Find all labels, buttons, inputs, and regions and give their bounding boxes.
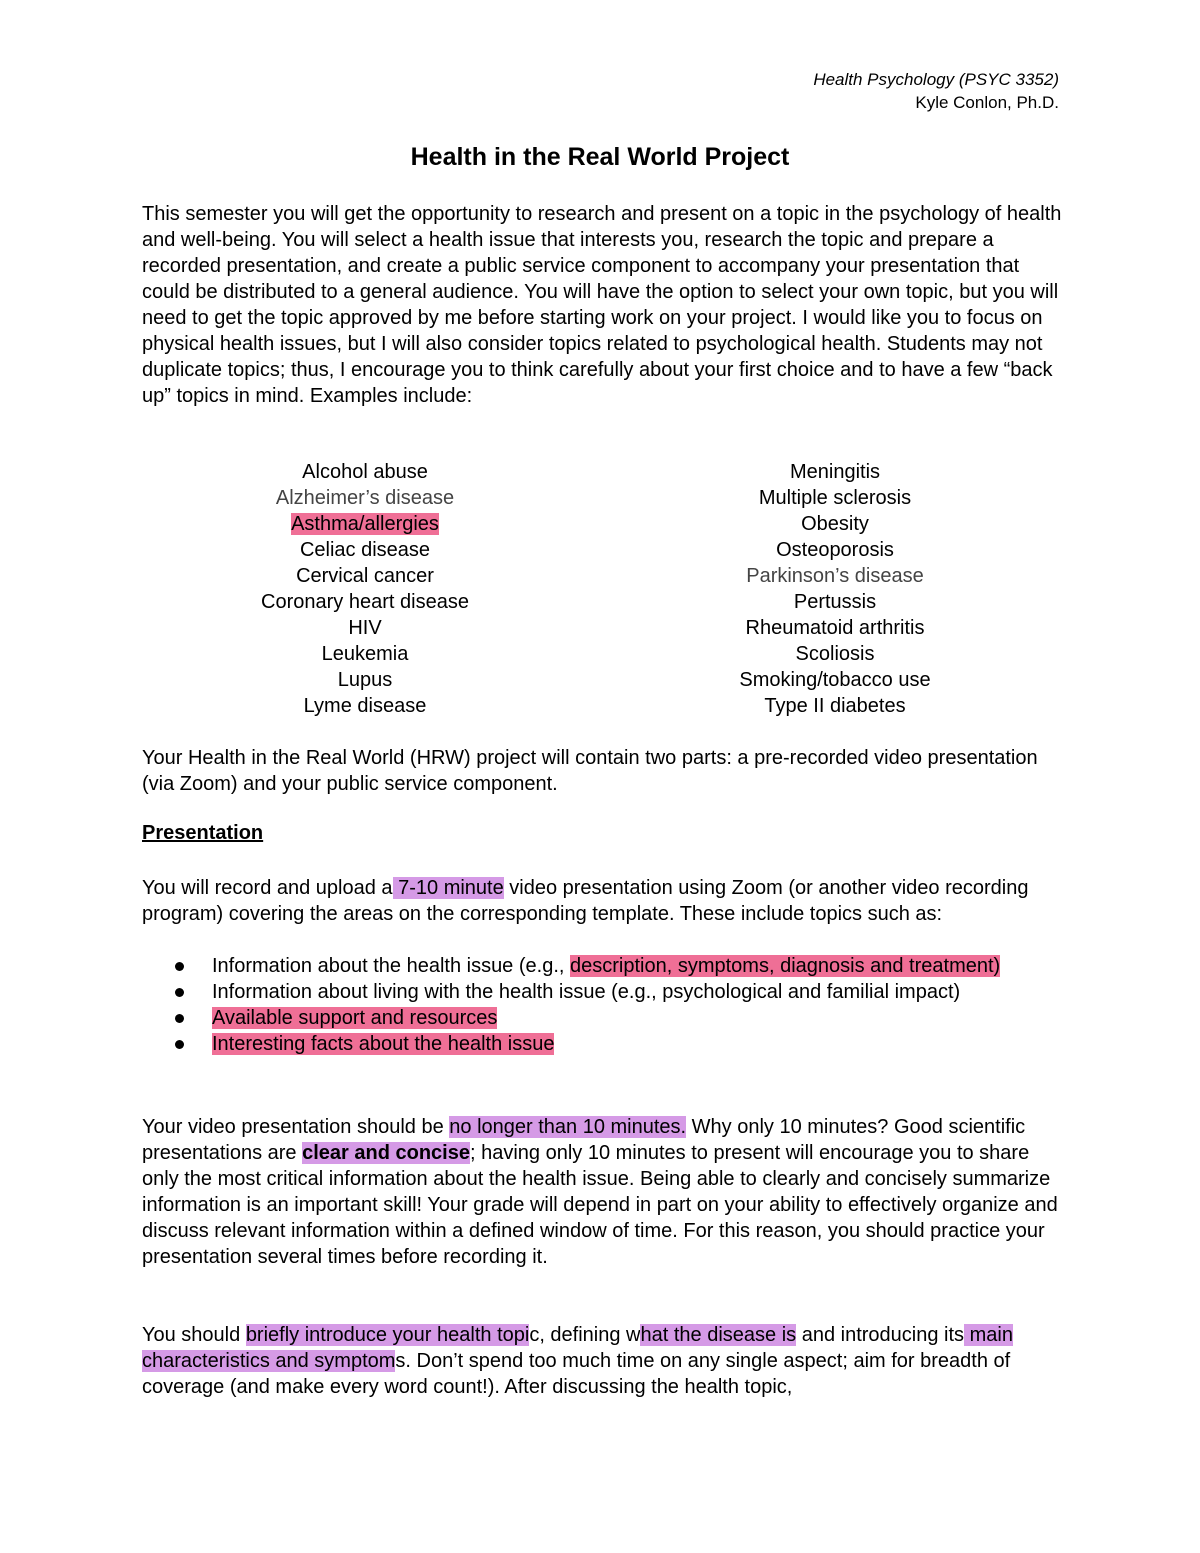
project-parts-paragraph: Your Health in the Real World (HRW) project will contain two parts: a pre-recorded video presentation (via Zoom) and your public service component.: [142, 747, 1038, 795]
topic-item: Multiple sclerosis: [758, 487, 912, 509]
highlight: clear and concise: [302, 1142, 470, 1164]
instructor-name: Kyle Conlon, Ph.D.: [915, 93, 1059, 112]
content-paragraph: You should briefly introduce your health topic, defining what the disease is and introducing its main characteristics and symptoms. Don’t spend too much time on any single aspect; aim for breadth of coverage (and make every word count!). After discussing the health topic,: [142, 1324, 1013, 1398]
course-name: Health Psychology (PSYC 3352): [813, 70, 1059, 89]
topic-item: Scoliosis: [795, 643, 875, 665]
topic-areas-list: [142, 953, 1082, 1057]
highlight: 7-10 minute: [392, 877, 504, 899]
topic-item: Lyme disease: [303, 695, 427, 717]
highlight: briefly introduce your health topi: [245, 1324, 530, 1346]
topic-column-left: [215, 459, 515, 719]
bullet-icon: [175, 1040, 184, 1049]
bullet-icon: [175, 988, 184, 997]
topic-item-highlighted: Asthma/allergies: [291, 513, 439, 535]
intro-paragraph: This semester you will get the opportunity to research and present on a topic in the psychology of health and well-being. You will select a health issue that interests you, research the topic and prepare a recorded presentation, and create a public service component to accompany your presentation that could be distributed to a general audience. You will have the option to select your own topic, but you will need to get the topic approved by me before starting work on your project. I would like you to focus on physical health issues, but I will also consider topics related to psychological health. Students may not duplicate topics; thus, I encourage you to think carefully about your first choice and to have a few “back up” topics in mind. Examples include:: [142, 203, 1062, 407]
highlight: no longer than 10 minutes.: [449, 1116, 687, 1138]
topic-item: Smoking/tobacco use: [739, 669, 931, 691]
topic-item: Celiac disease: [299, 539, 431, 561]
length-paragraph: Your video presentation should be no longer than 10 minutes. Why only 10 minutes? Good scientific presentations are clear and concise; having only 10 minutes to present will encourage you to share only the most critical information about the health issue. Being able to clearly and concisely summarize information is an important skill! Your grade will depend in part on your ability to effectively organize and discuss relevant information within a defined window of time. For this reason, you should practice your presentation several times before recording it.: [142, 1116, 1058, 1268]
topic-item: Pertussis: [793, 591, 877, 613]
list-item: [142, 1031, 1082, 1057]
bullet-icon: [175, 962, 184, 971]
topic-item: Type II diabetes: [764, 695, 906, 717]
topic-item: Alcohol abuse: [302, 461, 428, 483]
highlight: main characteristics and symptom: [142, 1324, 1013, 1372]
topic-item: Lupus: [337, 669, 393, 691]
list-item: Information about living with the health issue (e.g., psychological and familial impact): [142, 979, 1082, 1005]
topic-item: Osteoporosis: [776, 539, 894, 561]
topic-item: Rheumatoid arthritis: [745, 617, 925, 639]
topic-item: Obesity: [801, 513, 869, 535]
topic-item: HIV: [348, 617, 382, 639]
highlight: Available support and resources: [212, 1007, 498, 1029]
document-title: Health in the Real World Project: [410, 143, 790, 171]
bullet-icon: [175, 1014, 184, 1023]
section-heading-presentation: Presentation: [142, 822, 264, 844]
presentation-paragraph: You will record and upload a 7-10 minute video presentation using Zoom (or another video recording program) covering the areas on the corresponding template. These include topics such as:: [142, 877, 1029, 925]
topic-item: Coronary heart disease: [261, 591, 469, 613]
list-item: [142, 1005, 1082, 1031]
topic-item: Alzheimer’s disease: [275, 487, 455, 509]
page-header: [813, 68, 1059, 114]
topic-item: Meningitis: [789, 461, 881, 483]
topic-item: Cervical cancer: [296, 565, 434, 587]
highlight: description, symptoms, diagnosis and treatment): [570, 955, 1001, 977]
topic-column-right: [685, 459, 985, 719]
highlight: hat the disease is: [640, 1324, 797, 1346]
topic-item: Parkinson’s disease: [746, 565, 924, 587]
topic-item: Leukemia: [321, 643, 409, 665]
highlight: Interesting facts about the health issue: [212, 1033, 555, 1055]
list-item: Information about the health issue (e.g., description, symptoms, diagnosis and treatment): [142, 953, 1082, 979]
